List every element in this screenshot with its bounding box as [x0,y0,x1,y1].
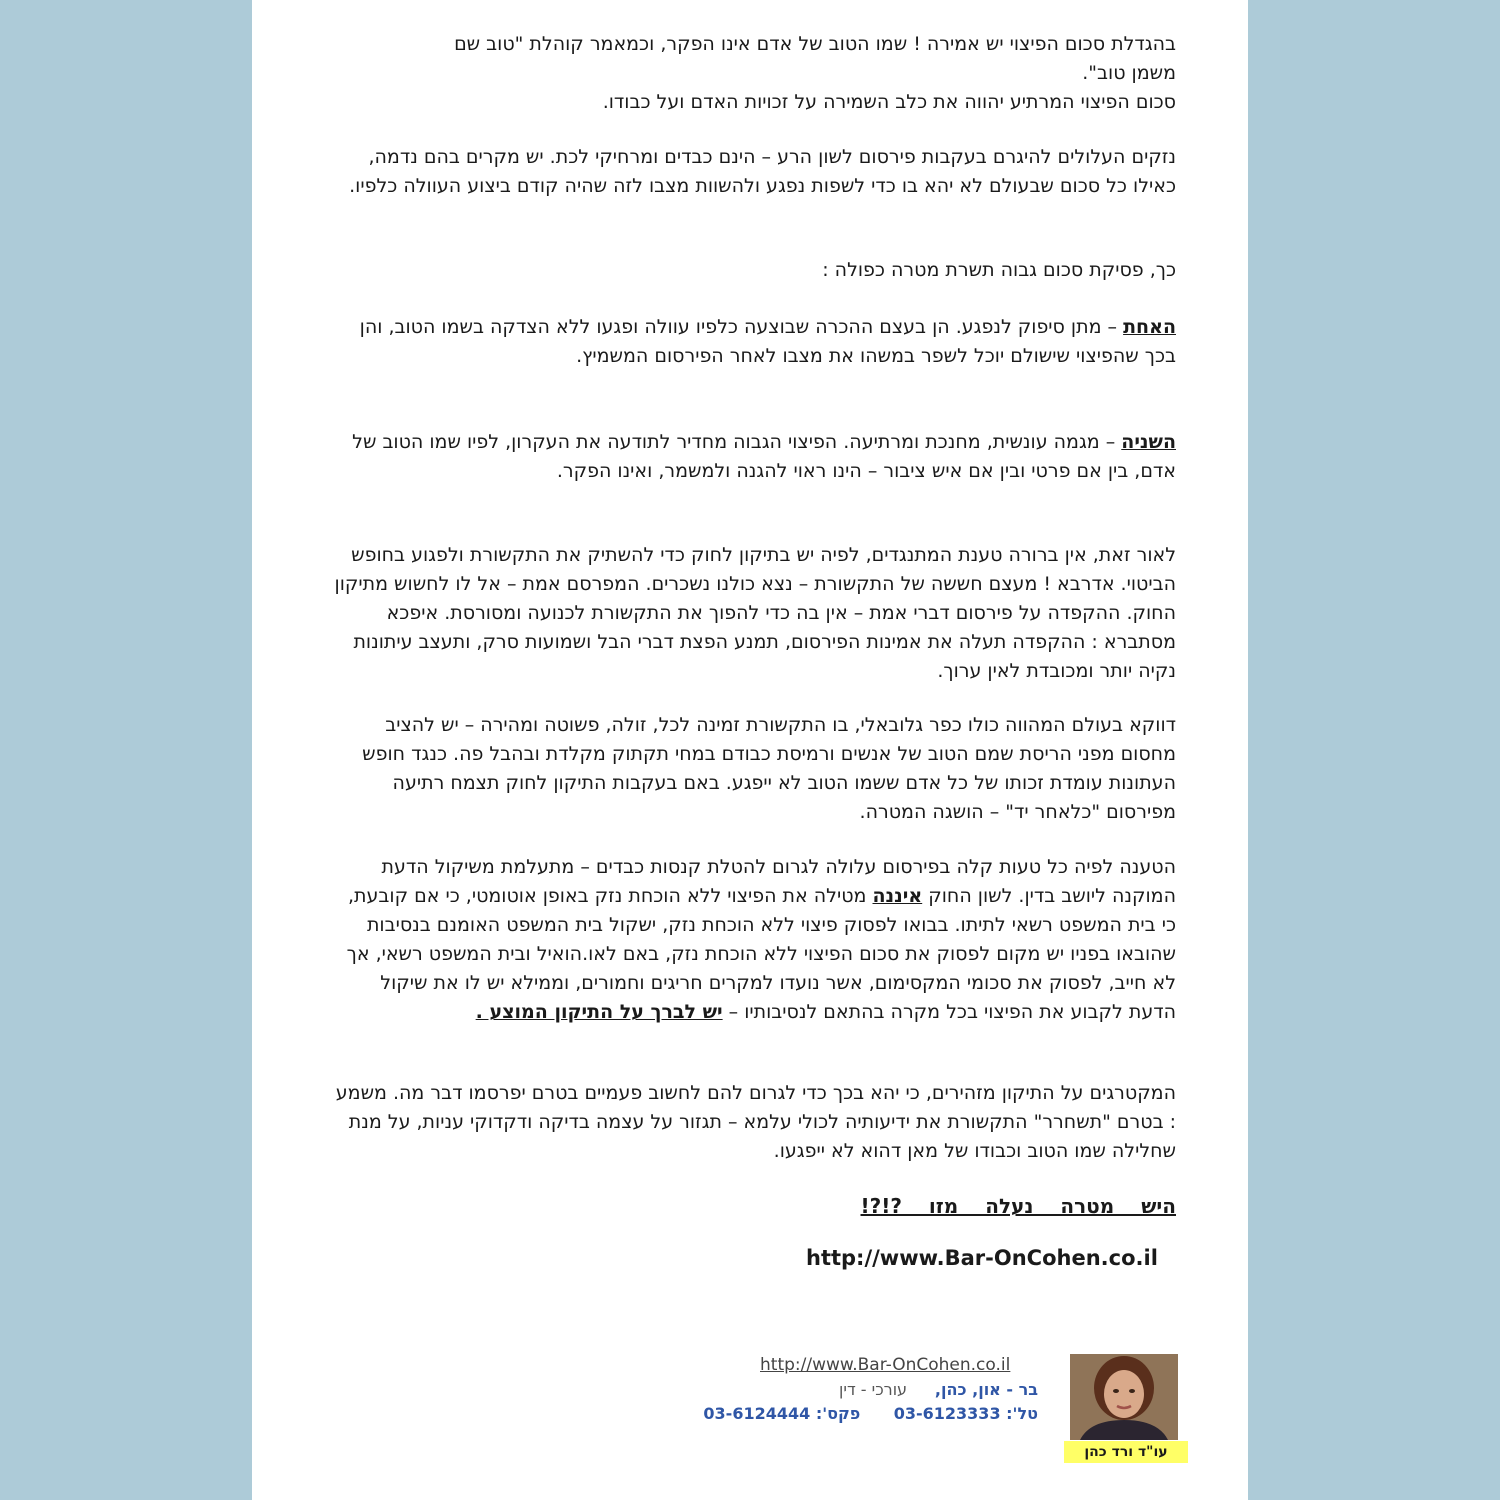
paragraph-7 [330,1079,1176,1166]
fax-number: 03-6124444 [703,1404,811,1423]
paragraph-6 [330,853,1176,1027]
paragraph-3-text: כך, פסיקת סכום גבוה תשרת מטרה כפולה : [822,259,1176,281]
photo-caption: עו"ד ורד כהן [1064,1441,1188,1463]
paragraph-6-after: מטילה את הפיצוי ללא הוכחת נזק באופן אוטומטי, כי אם קובעת, כי בית המשפט רשאי לתיתו. בבואו לפסוק פיצוי ללא הוכחת נזק, ישקול בית המשפט האומנם בנסיבות שהובאו בפניו יש מקום לפסוק את סכום הפיצוי ללא הוכחת נזק, באם לאו.הואיל ובית המשפט רשאי, אך לא חייב, לפסוק את סכומי המקסימום, אשר נועדו למקרים חריגים וחמורים, וממילא יש לו את שיקול הדעת לקבוע את הפיצוי בכל מקרה בהתאם לנסיבותיו – [346,885,1176,1023]
second-text: – מגמה עונשית, מחנכת ומרתיעה. הפיצוי הגבוה מחדיר לתודעה את העקרון, לפיו שמו הטוב של אדם, בין אם פרטי ובין אם איש ציבור – הינו ראוי להגנה ולמשמר, ואינו הפקר. [352,431,1176,482]
fax-label: פקס': [815,1404,861,1423]
firm-name: בר - און, כהן, [934,1380,1038,1399]
paragraph-1-line-1: בהגדלת סכום הפיצוי יש אמירה ! שמו הטוב של אדם אינו הפקר, וכמאמר קוהלת "טוב שם [454,33,1176,55]
paragraph-4-text: לאור זאת, אין ברורה טענת המתנגדים, לפיה יש בתיקון לחוק כדי להשתיק את התקשורת ולפגוע בחופש הביטוי. אדרבא ! מעצם חששה של התקשורת – נצא כולנו נשכרים. המפרסם אמת – אל לו לחשוש מתיקון החוק. ההקפדה על פירסום דברי אמת – אין בה כדי להפוך את התקשורת לכנועה ומסורסת. איפכא מסתברא : ההקפדה תעלה את אמינות הפירסום, תמנע הפצת דברי הבל ושמועות סרק, ותעצב עיתונות נקיה יותר ומכובדת לאין ערוך. [334,544,1176,682]
paragraph-5-text: דווקא בעולם המהווה כולו כפר גלובאלי, בו התקשורת זמינה לכל, זולה, פשוטה ומהירה – יש להציב מחסום מפני הריסת שמם הטוב של אנשים ורמיסת כבודם במחי תקתוק מקלדת ובהבל פה. כנגד חופש העתונות עומדת זכותו של כל אדם ששמו הטוב לא ייפגע. באם בעקבות התיקון לחוק תצמח רתיעה מפירסום "כלאחר יד" – הושגה המטרה. [362,714,1176,823]
firm-role: עורכי - דין [839,1380,908,1399]
paragraph-6-before: הטענה לפיה כל טעות קלה בפירסום עלולה לגרום להטלת קנסות כבדים – מתעלמת משיקול הדעת המוקנה ליושב בדין. לשון החוק [381,856,1176,907]
portrait-icon [1070,1354,1178,1440]
paragraph-5 [330,711,1176,827]
footer-website-link[interactable]: http://www.Bar-OnCohen.co.il [760,1355,1011,1375]
paragraph-6-bold: איננה [872,885,923,907]
paragraph-1-line-3: סכום הפיצוי המרתיע יהווה את כלב השמירה על זכויות האדם ועל כבודו. [602,91,1176,113]
second-label: השניה [1121,431,1176,453]
website-link[interactable]: http://www.Bar-OnCohen.co.il [806,1246,1158,1270]
footer-firm-line [839,1380,1038,1399]
footer-contact-line [703,1404,1038,1423]
paragraph-6-end: יש לברך על התיקון המוצע . [475,1001,723,1023]
paragraph-1-line-2: משמן טוב". [1082,62,1176,84]
paragraph-7-text: המקטרגים על התיקון מזהירים, כי יהא בכך כדי לגרום להם לחשוב פעמיים בטרם יפרסמו דבר מה. משמע : בטרם "תשחרר" התקשורת את ידיעותיה לכולי עלמא – תגזור על עצמה בדיקה ודקדוקי עניות, על מנת שחלילה שמו הטוב וכבודו של מאן דהוא לא ייפגעו. [335,1082,1176,1162]
paragraph-1 [330,30,1176,117]
paragraph-second [330,428,1176,486]
paragraph-2 [330,143,1176,201]
closing-question [330,1192,1176,1221]
closing-text: היש מטרה נעלה מזו ?!?! [860,1194,1176,1218]
document-page [252,0,1248,1500]
paragraph-3 [330,256,1176,285]
first-label: האחת [1123,316,1176,338]
paragraph-first [330,313,1176,371]
lawyer-photo [1070,1354,1178,1440]
tel-number: 03-6123333 [893,1404,1001,1423]
paragraph-2-text: נזקים העלולים להיגרם בעקבות פירסום לשון הרע – הינם כבדים ומרחיקי לכת. יש מקרים בהם נדמה, כאילו כל סכום שבעולם לא יהא בו כדי לשפות נפגע ולהשוות מצבו לזה שהיה קודם ביצוע העוולה כלפיו. [349,146,1176,197]
first-text: – מתן סיפוק לנפגע. הן בעצם ההכרה שבוצעה כלפיו עוולה ופגעו ללא הצדקה בשמו הטוב, והן בכך שהפיצוי שישולם יוכל לשפר במשהו את מצבו לאחר הפירסום המשמיץ. [359,316,1176,367]
paragraph-4 [330,541,1176,686]
tel-label: טל': [1006,1404,1038,1423]
